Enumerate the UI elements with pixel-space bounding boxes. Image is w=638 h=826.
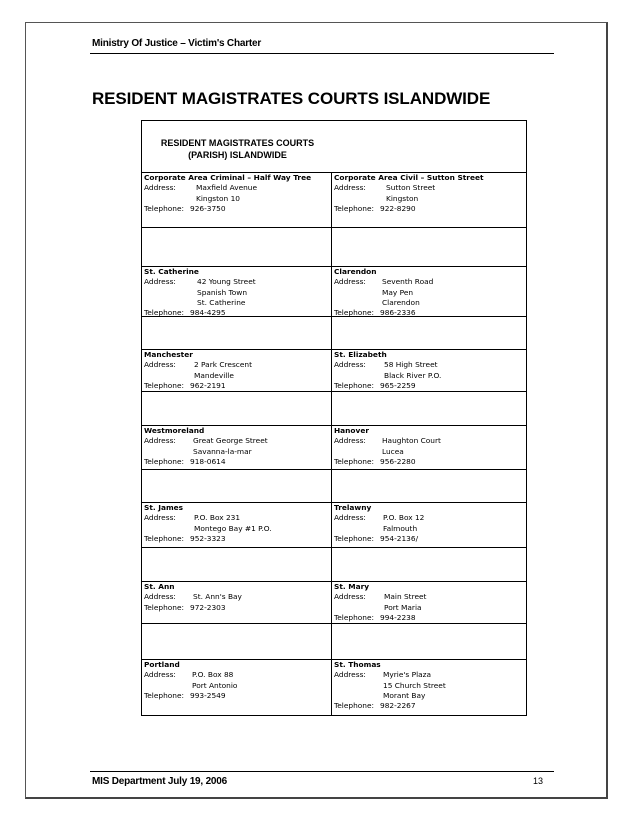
row-rule	[141, 391, 527, 392]
address-line: 58 High Street	[384, 360, 438, 370]
address-row	[334, 524, 525, 534]
telephone-label: Telephone:	[334, 308, 375, 318]
address-line: Main Street	[384, 592, 427, 602]
address-row	[144, 183, 329, 193]
telephone-value: 962-2191	[190, 380, 226, 390]
address-row	[334, 183, 525, 193]
address-line: 2 Park Crescent	[194, 360, 252, 370]
address-line: Black River P.O.	[384, 370, 442, 380]
address-row	[334, 513, 525, 523]
row-rule	[141, 266, 527, 267]
address-row	[334, 670, 525, 680]
court-entry	[141, 581, 331, 613]
address-label: Address:	[144, 436, 176, 446]
court-name: Clarendon	[334, 267, 377, 276]
address-row	[334, 436, 525, 446]
telephone-label: Telephone:	[334, 380, 375, 390]
telephone-value: 954-2136/	[380, 533, 419, 543]
address-row	[144, 277, 329, 287]
telephone-row	[144, 603, 329, 613]
address-line: Kingston 10	[196, 193, 240, 203]
address-line: Lucea	[382, 446, 404, 456]
court-entry	[331, 266, 527, 318]
address-line: 42 Young Street	[197, 277, 256, 287]
row-rule	[141, 502, 527, 503]
court-name: St. Mary	[334, 582, 370, 591]
court-entry	[141, 425, 331, 467]
court-entry	[141, 349, 331, 391]
address-row	[334, 360, 525, 370]
address-line: P.O. Box 231	[194, 513, 241, 523]
address-line: Mandeville	[194, 370, 234, 380]
row-rule	[141, 623, 527, 624]
address-line: Savanna-la-mar	[193, 446, 252, 456]
court-entry	[331, 659, 527, 711]
table-title-line2: (PARISH) ISLANDWIDE	[188, 150, 287, 160]
telephone-label: Telephone:	[334, 612, 375, 622]
address-row	[144, 447, 329, 457]
address-row	[144, 288, 329, 298]
address-label: Address:	[144, 592, 176, 602]
court-name: St. Catherine	[144, 267, 199, 276]
telephone-row	[144, 691, 329, 701]
telephone-label: Telephone:	[334, 701, 375, 711]
address-row	[144, 298, 329, 308]
address-line: Spanish Town	[197, 287, 248, 297]
address-label: Address:	[334, 183, 366, 193]
address-label: Address:	[144, 670, 176, 680]
telephone-value: 993-2549	[190, 690, 226, 700]
address-label: Address:	[144, 360, 176, 370]
address-line: Port Maria	[384, 602, 422, 612]
row-rule	[141, 349, 527, 350]
court-entry	[331, 581, 527, 623]
telephone-value: 918-0614	[190, 456, 226, 466]
court-name: Portland	[144, 660, 180, 669]
telephone-label: Telephone:	[144, 308, 185, 318]
address-row	[334, 447, 525, 457]
address-label: Address:	[334, 670, 366, 680]
telephone-value: 972-2303	[190, 602, 226, 612]
address-line: Falmouth	[383, 523, 418, 533]
address-line: Sutton Street	[386, 183, 436, 193]
address-line: Kingston	[386, 193, 419, 203]
address-line: Morant Bay	[383, 690, 426, 700]
address-row	[144, 371, 329, 381]
page-title: RESIDENT MAGISTRATES COURTS ISLANDWIDE	[92, 89, 491, 108]
address-label: Address:	[144, 513, 176, 523]
address-line: May Pen	[382, 287, 414, 297]
telephone-value: 994-2238	[380, 612, 416, 622]
telephone-value: 922-8290	[380, 203, 416, 213]
court-name: St. Elizabeth	[334, 350, 387, 359]
court-entry	[331, 425, 527, 467]
telephone-row	[334, 381, 525, 391]
address-label: Address:	[334, 592, 366, 602]
row-rule	[141, 547, 527, 548]
address-row	[144, 670, 329, 680]
address-row	[334, 288, 525, 298]
address-row	[334, 298, 525, 308]
address-row	[144, 360, 329, 370]
table-title	[141, 137, 334, 161]
address-label: Address:	[334, 513, 366, 523]
telephone-value: 926-3750	[190, 203, 226, 213]
address-row	[144, 592, 329, 602]
court-name: St. James	[144, 503, 184, 512]
court-name: St. Thomas	[334, 660, 381, 669]
address-line: St. Ann's Bay	[193, 592, 242, 602]
telephone-label: Telephone:	[144, 203, 185, 213]
address-row	[144, 524, 329, 534]
court-entry	[141, 659, 331, 701]
address-line: 15 Church Street	[383, 680, 446, 690]
header-rule	[90, 53, 554, 54]
page-number: 13	[533, 776, 544, 786]
address-row	[334, 592, 525, 602]
court-name: Manchester	[144, 350, 193, 359]
address-row	[334, 681, 525, 691]
address-label: Address:	[144, 183, 176, 193]
address-row	[144, 681, 329, 691]
court-name: Trelawny	[334, 503, 372, 512]
court-entry	[331, 349, 527, 391]
address-label: Address:	[144, 277, 176, 287]
court-name: St. Ann	[144, 582, 175, 591]
telephone-row	[144, 534, 329, 544]
row-rule	[141, 425, 527, 426]
address-row	[334, 371, 525, 381]
address-line: P.O. Box 88	[192, 670, 234, 680]
telephone-row	[144, 457, 329, 467]
address-line: Port Antonio	[192, 680, 238, 690]
column-divider	[331, 172, 332, 716]
running-header: Ministry Of Justice – Victim's Charter	[92, 38, 262, 49]
address-line: Seventh Road	[382, 277, 434, 287]
court-entry	[141, 172, 331, 214]
address-line: P.O. Box 12	[383, 513, 425, 523]
address-label: Address:	[334, 277, 366, 287]
court-entry	[331, 172, 527, 214]
address-line: Great George Street	[193, 436, 268, 446]
telephone-row	[334, 613, 525, 623]
court-entry	[141, 266, 331, 318]
telephone-value: 984-4295	[190, 308, 226, 318]
row-rule	[141, 469, 527, 470]
address-row	[334, 277, 525, 287]
telephone-row	[144, 204, 329, 214]
telephone-value: 952-3323	[190, 533, 226, 543]
telephone-row	[144, 381, 329, 391]
address-line: Montego Bay #1 P.O.	[194, 523, 272, 533]
telephone-label: Telephone:	[334, 533, 375, 543]
court-entry	[141, 502, 331, 544]
court-name: Westmoreland	[144, 426, 205, 435]
telephone-label: Telephone:	[144, 690, 185, 700]
footer-text: MIS Department July 19, 2006	[92, 776, 228, 787]
address-row	[334, 194, 525, 204]
row-rule	[141, 227, 527, 228]
address-line: Haughton Court	[382, 436, 441, 446]
address-line: Clarendon	[382, 297, 420, 307]
telephone-label: Telephone:	[144, 602, 185, 612]
address-row	[334, 691, 525, 701]
address-row	[144, 194, 329, 204]
telephone-row	[334, 457, 525, 467]
address-label: Address:	[334, 360, 366, 370]
telephone-value: 982-2267	[380, 701, 416, 711]
row-rule	[141, 316, 527, 317]
row-rule	[141, 659, 527, 660]
telephone-row	[334, 534, 525, 544]
address-line: St. Catherine	[197, 297, 246, 307]
address-line: Myrie's Plaza	[383, 670, 432, 680]
telephone-label: Telephone:	[144, 456, 185, 466]
telephone-value: 986-2336	[380, 308, 416, 318]
court-name: Hanover	[334, 426, 369, 435]
address-row	[144, 436, 329, 446]
telephone-label: Telephone:	[334, 456, 375, 466]
court-entry	[331, 502, 527, 544]
table-title-line1: RESIDENT MAGISTRATES COURTS	[160, 138, 315, 148]
telephone-row	[334, 701, 525, 711]
address-line: Maxfield Avenue	[196, 183, 258, 193]
telephone-label: Telephone:	[334, 203, 375, 213]
court-name: Corporate Area Civil – Sutton Street	[334, 173, 484, 182]
telephone-label: Telephone:	[144, 380, 185, 390]
telephone-value: 956-2280	[380, 456, 416, 466]
address-row	[144, 513, 329, 523]
address-label: Address:	[334, 436, 366, 446]
footer-rule	[90, 771, 554, 772]
court-name: Corporate Area Criminal – Half Way Tree	[144, 173, 312, 182]
address-row	[334, 603, 525, 613]
telephone-value: 965-2259	[380, 380, 416, 390]
telephone-label: Telephone:	[144, 533, 185, 543]
row-rule	[141, 581, 527, 582]
telephone-row	[334, 204, 525, 214]
